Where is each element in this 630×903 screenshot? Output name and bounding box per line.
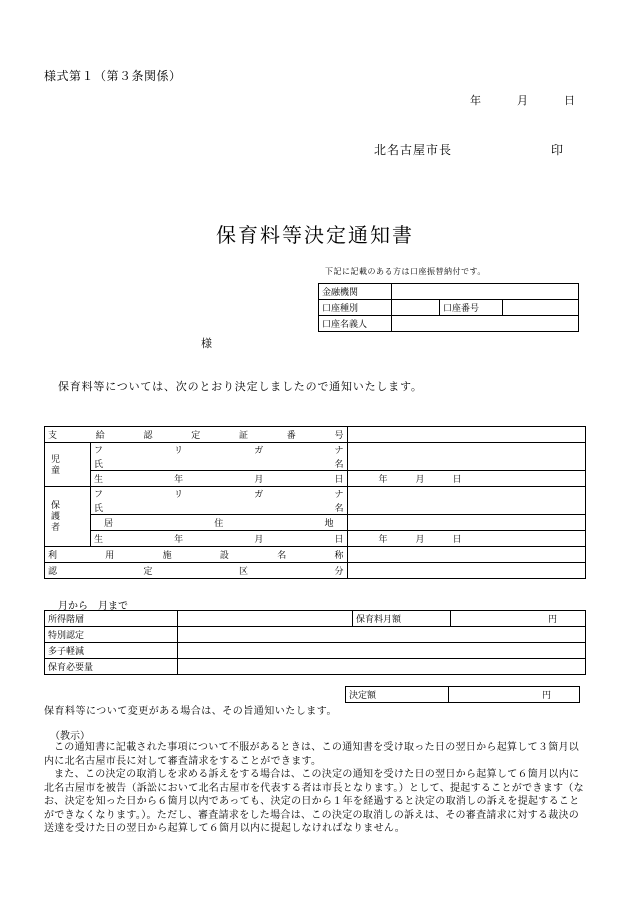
date-day-label: 日	[564, 94, 575, 107]
multi-child-label: 多子軽減	[45, 643, 178, 659]
child-birthdate-value: 年 月 日	[347, 471, 585, 487]
bank-account-table	[318, 283, 579, 332]
account-holder-value	[392, 316, 579, 332]
guardian-birthdate-value: 年 月 日	[347, 531, 585, 547]
fee-table	[44, 610, 586, 675]
decision-amount-table	[345, 686, 580, 703]
child-name-value	[347, 443, 585, 471]
facility-value	[347, 547, 585, 563]
bank-transfer-note: 下記に記載のある方は口座振替納付です。	[325, 267, 486, 276]
date-month-label: 月	[517, 94, 528, 107]
instructions-para-2: また、この決定の取消しを求める訴えをする場合は、この決定の通知を受けた日の翌日から起算して６箇月以内に北名古屋市を被告（訴訟において北名古屋市を代表する者は市長となります。）として、提起することができます（なお、決定を知った日から６箇月以内であっても、決定の日から１年を経過すると決定の取消しの訴えを提起することができなくなります。）。ただし、審査請求をした場合は、この決定の取消しの訴えは、その審査請求に対する裁決の送達を受けた日の翌日から起算して６箇月以内に提起しなければなりません。	[44, 769, 584, 834]
account-type-label: 口座種別	[319, 300, 392, 316]
guardian-furigana-label: フリガナ	[91, 487, 348, 501]
seal-mark: 印	[551, 143, 564, 157]
special-cert-label: 特別認定	[45, 627, 178, 643]
multi-child-value	[178, 643, 586, 659]
monthly-fee-label: 保育料月額	[353, 611, 451, 627]
guardian-name-value	[347, 487, 585, 515]
bank-institution-label: 金融機関	[319, 284, 392, 300]
decision-amount-value: 円	[449, 687, 580, 703]
document-title: 保育料等決定通知書	[216, 223, 414, 247]
fee-period: 月から 月まで	[58, 601, 128, 612]
required-amount-label: 保育必要量	[45, 659, 178, 675]
guardian-address-value	[347, 515, 585, 531]
certification-table	[44, 426, 586, 579]
guardian-name-label: 氏名	[91, 501, 348, 515]
addressee-suffix: 様	[201, 337, 212, 350]
instructions-para-1: この通知書に記載された事項について不服があるときは、この通知書を受け取った日の翌日から起算して３箇月以内に北名古屋市長に対して審査請求をすることができます。	[44, 742, 580, 767]
instructions-heading: （教示）	[50, 731, 90, 742]
guardian-birthdate-label: 生年月日	[91, 531, 348, 547]
cert-number-value	[347, 427, 585, 443]
category-value	[347, 563, 585, 579]
facility-label: 利用施設名称	[45, 547, 348, 563]
category-label: 認定区分	[45, 563, 348, 579]
cert-number-label: 支給認定証番号	[45, 427, 348, 443]
issue-date	[470, 92, 575, 108]
lead-text: 保育料等については、次のとおり決定しましたので通知いたします。	[58, 380, 423, 393]
account-type-value	[392, 300, 440, 316]
account-number-label: 口座番号	[440, 300, 503, 316]
account-number-value	[503, 300, 579, 316]
required-amount-value	[178, 659, 586, 675]
child-name-label: 氏名	[91, 457, 348, 471]
child-group-label: 児童	[45, 443, 91, 487]
income-level-value	[178, 611, 353, 627]
decision-amount-label: 決定額	[346, 687, 449, 703]
child-furigana-label: フリガナ	[91, 443, 348, 457]
bank-institution-value	[392, 284, 579, 300]
date-year-label: 年	[470, 94, 481, 107]
child-birthdate-label: 生年月日	[91, 471, 348, 487]
guardian-address-label: 居住地	[91, 515, 348, 531]
guardian-group-label: 保護者	[45, 487, 91, 547]
change-notice: 保育料等について変更がある場合は、その旨通知いたします。	[44, 706, 337, 717]
income-level-label: 所得階層	[45, 611, 178, 627]
monthly-fee-value: 円	[451, 611, 586, 627]
issuer-mayor: 北名古屋市長	[374, 143, 453, 157]
special-cert-value	[178, 627, 586, 643]
form-id: 様式第１（第３条関係）	[44, 69, 182, 83]
account-holder-label: 口座名義人	[319, 316, 392, 332]
